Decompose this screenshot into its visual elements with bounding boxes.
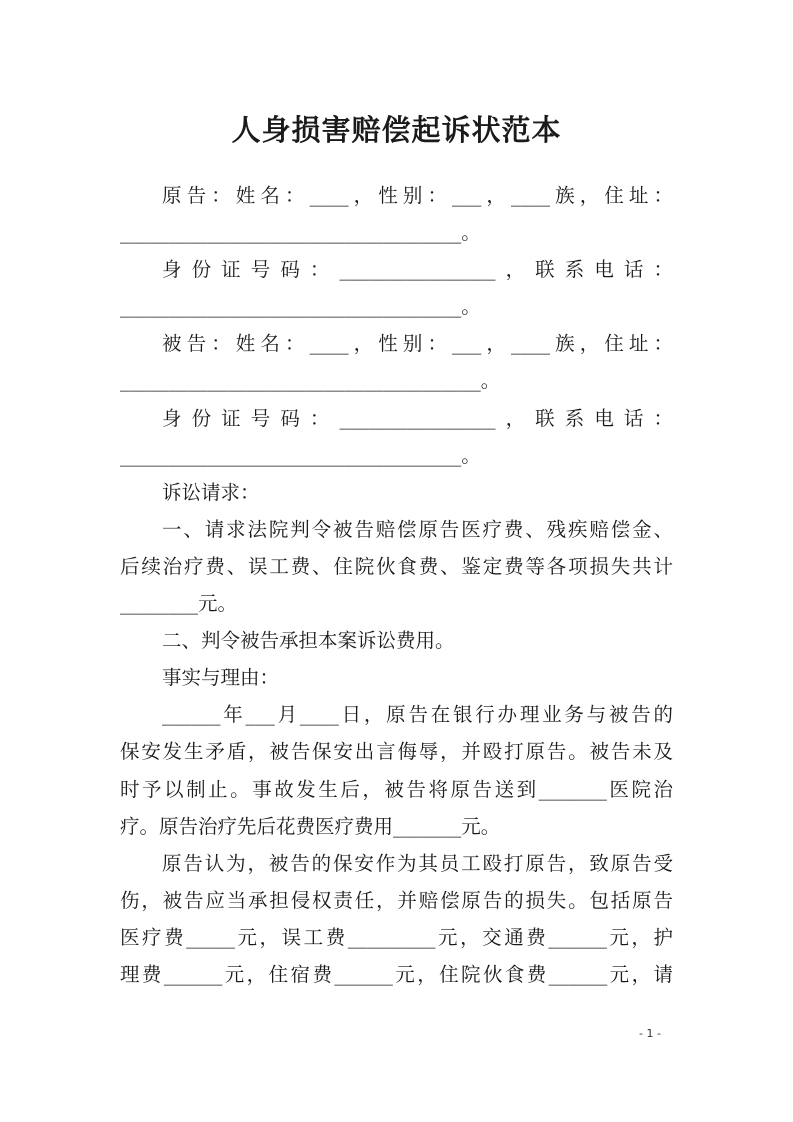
claim-one-line-1: 一、请求法院判令被告赔偿原告医疗费、残疾赔偿金、 xyxy=(162,517,673,541)
plaintiff-info-line: 原告：姓名：____，性别：___，____族，住址： xyxy=(162,184,673,207)
reasons-line-4: 理费______元，住宿费______元，住院伙食费______元，请 xyxy=(120,962,673,986)
facts-heading: 事实与理由： xyxy=(162,666,280,690)
plaintiff-id-phone-line: 身份证号码：________________，联系电话： xyxy=(162,258,673,282)
document-body xyxy=(120,177,673,993)
reasons-line-2: 伤，被告应当承担侵权责任，并赔偿原告的损失。包括原告 xyxy=(120,888,673,912)
defendant-id-phone-line: 身份证号码：________________，联系电话： xyxy=(162,406,673,430)
plaintiff-address-blank: ___________________________________。 xyxy=(120,221,481,245)
facts-line-2: 保安发生矛盾，被告保安出言侮辱，并殴打原告。被告未及 xyxy=(120,740,673,764)
plaintiff-phone-blank: ___________________________________。 xyxy=(120,295,481,319)
facts-line-3: 时予以制止。事故发生后，被告将原告送到_______医院治 xyxy=(120,777,673,801)
defendant-phone-blank: ___________________________________。 xyxy=(120,443,481,467)
reasons-line-1: 原告认为，被告的保安作为其员工殴打原告，致原告受 xyxy=(162,851,673,875)
claim-one-line-3: ________元。 xyxy=(120,592,238,616)
claims-heading: 诉讼请求： xyxy=(162,480,260,504)
page-number: - 1 - xyxy=(639,1027,661,1040)
document-title: 人身损害赔偿起诉状范本 xyxy=(231,113,562,147)
facts-line-4: 疗。原告治疗先后花费医疗费用_______元。 xyxy=(120,814,501,838)
claim-two-line: 二、判令被告承担本案诉讼费用。 xyxy=(162,629,455,653)
reasons-line-3: 医疗费_____元，误工费_________元，交通费______元，护 xyxy=(120,925,673,949)
claim-one-line-2: 后续治疗费、误工费、住院伙食费、鉴定费等各项损失共计 xyxy=(120,554,673,578)
defendant-address-blank: _____________________________________。 xyxy=(120,369,501,393)
facts-line-1: ______年___月____日，原告在银行办理业务与被告的 xyxy=(162,703,673,727)
defendant-info-line: 被告：姓名：____，性别：___，____族，住址： xyxy=(162,332,673,356)
